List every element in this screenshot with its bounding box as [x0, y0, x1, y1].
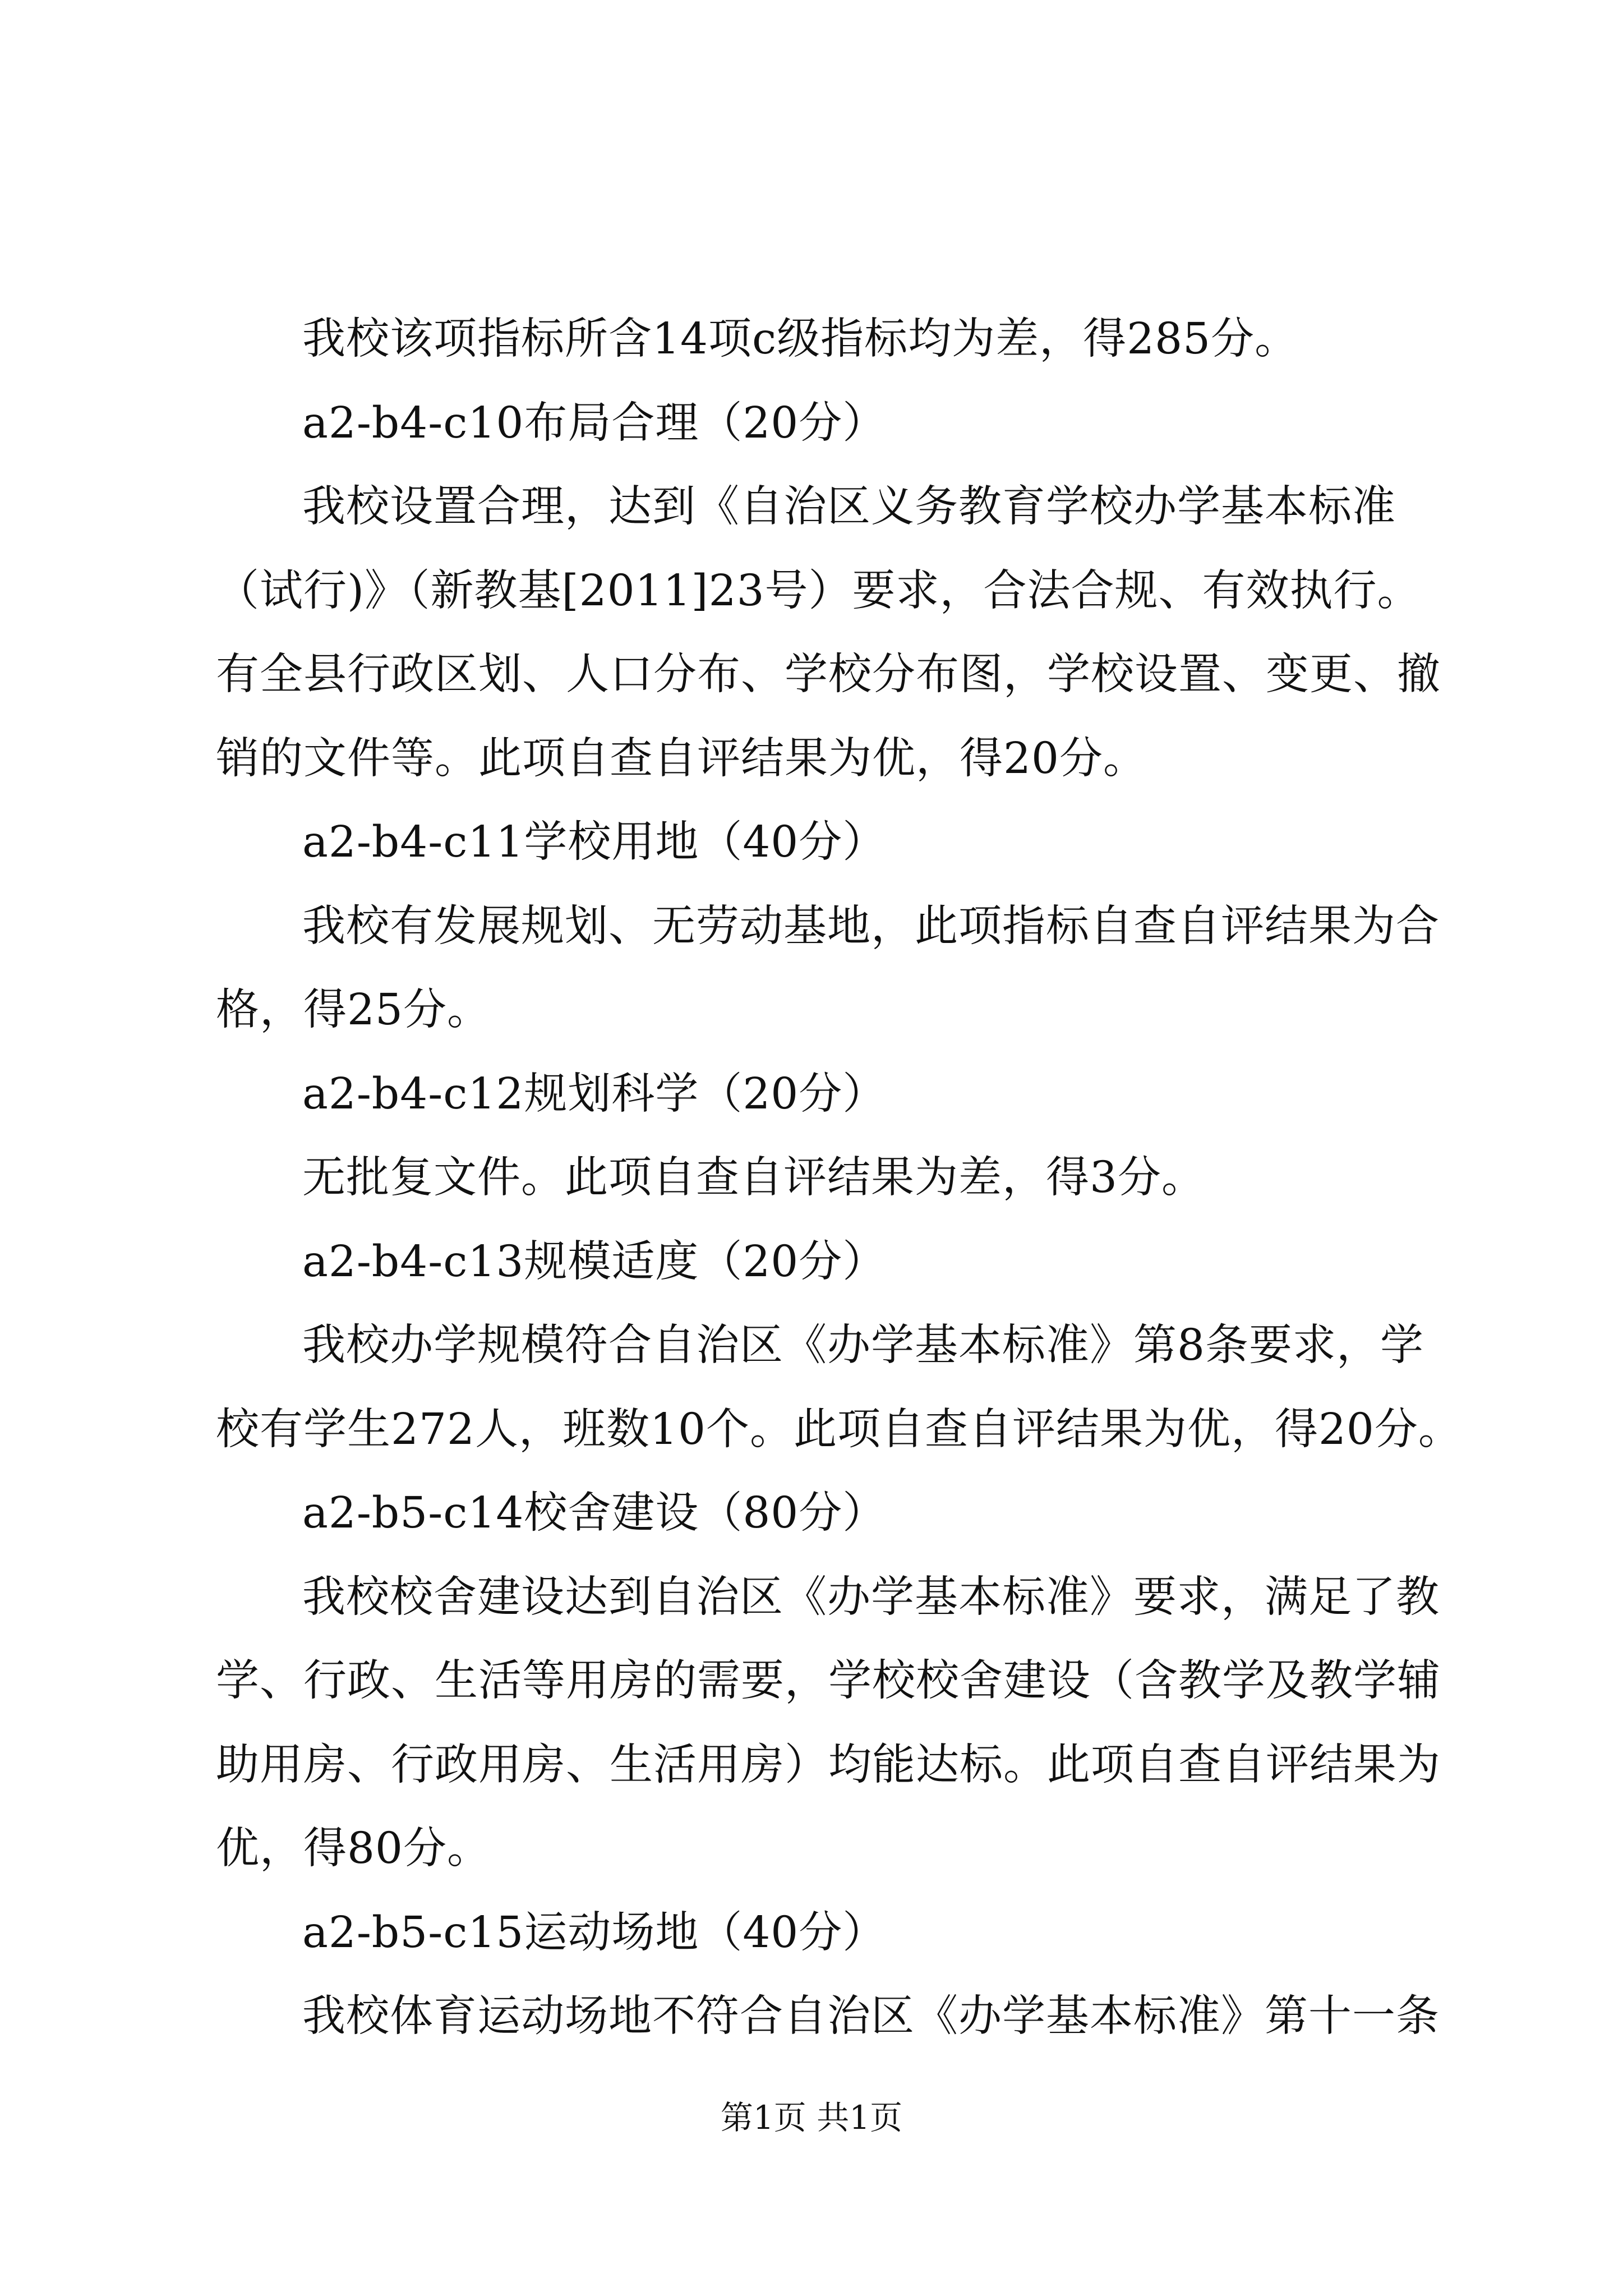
body-line: 销的文件等。此项自查自评结果为优，得20分。	[216, 733, 1147, 784]
page-footer: 第1页 共1页	[720, 2099, 903, 2137]
body-line: 校有学生272人，班数10个。此项自查自评结果为优，得20分。	[216, 1404, 1462, 1455]
body-line: 我校设置合理，达到《自治区义务教育学校办学基本标准	[302, 482, 1396, 532]
section-heading: a2-b4-c12规划科学（20分）	[302, 1069, 887, 1119]
document-body	[216, 297, 1462, 2059]
section-heading: a2-b4-c13规模适度（20分）	[302, 1236, 887, 1287]
body-line: （试行)》（新教基[2011]23号）要求，合法合规、有效执行。	[216, 565, 1421, 616]
body-line: 有全县行政区划、人口分布、学校分布图，学校设置、变更、撤	[216, 650, 1441, 700]
body-line: 格，得25分。	[216, 985, 491, 1035]
body-line: 我校体育运动场地不符合自治区《办学基本标准》第十一条	[302, 1991, 1440, 2041]
body-line: 我校办学规模符合自治区《办学基本标准》第8条要求，学	[302, 1320, 1424, 1370]
section-heading: a2-b5-c14校舍建设（80分）	[302, 1488, 887, 1538]
body-line: 助用房、行政用房、生活用房）均能达标。此项自查自评结果为	[216, 1740, 1441, 1790]
body-line: 无批复文件。此项自查自评结果为差，得3分。	[302, 1153, 1205, 1203]
body-line: 我校该项指标所含14项c级指标均为差，得285分。	[302, 314, 1299, 364]
body-line: 优，得80分。	[216, 1824, 491, 1874]
section-heading: a2-b4-c11学校用地（40分）	[302, 817, 887, 867]
section-heading: a2-b4-c10布局合理（20分）	[302, 398, 887, 448]
body-line: 我校有发展规划、无劳动基地，此项指标自查自评结果为合	[302, 901, 1440, 951]
body-line: 学、行政、生活等用房的需要，学校校舍建设（含教学及教学辅	[216, 1656, 1441, 1706]
body-line: 我校校舍建设达到自治区《办学基本标准》要求，满足了教	[302, 1572, 1440, 1622]
section-heading: a2-b5-c15运动场地（40分）	[302, 1907, 887, 1958]
